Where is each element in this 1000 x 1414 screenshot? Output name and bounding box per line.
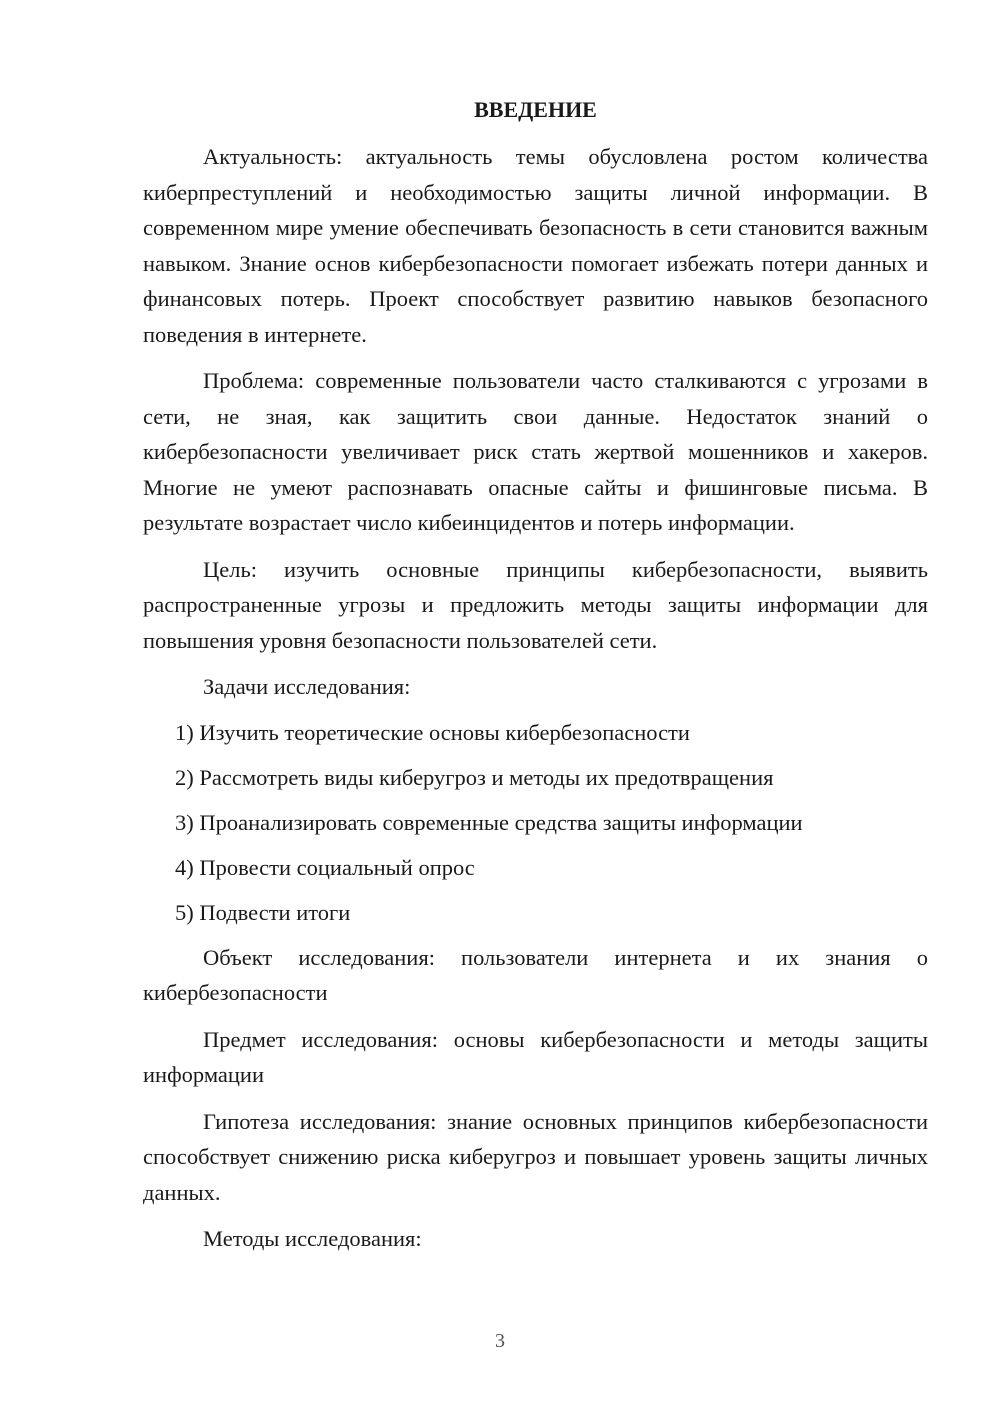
tasks-heading: Задачи исследования: (203, 674, 411, 699)
list-item: 2) Рассмотреть виды киберугроз и методы их предотвращения (175, 764, 774, 790)
tasks-list (143, 715, 928, 931)
list-item: 1) Изучить теоретические основы кибербезопасности (175, 719, 690, 745)
page-content (143, 93, 928, 1267)
list-item: 5) Подвести итоги (175, 899, 351, 925)
relevance-paragraph: Актуальность: актуальность темы обусловлена ростом количества киберпреступлений и необходимостью защиты личной информации. В современном мире умение обеспечивать безопасность в сети становится важным навыком. Знание основ кибербезопасности помогает избежать потери данных и финансовых потерь. Проект способствует развитию навыков безопасного поведения в интернете. (143, 144, 928, 347)
subject-paragraph: Предмет исследования: основы кибербезопасности и методы защиты информации (143, 1026, 928, 1087)
list-item: 4) Провести социальный опрос (175, 854, 475, 880)
methods-heading: Методы исследования: (203, 1226, 422, 1251)
object-paragraph: Объект исследования: пользователи интернета и их знания о кибербезопасности (143, 944, 928, 1005)
hypothesis-paragraph: Гипотеза исследования: знание основных принципов кибербезопасности способствует снижению риска киберугроз и повышает уровень защиты личных данных. (143, 1108, 928, 1205)
page-number: 3 (495, 1330, 505, 1352)
page-title: ВВЕДЕНИЕ (474, 97, 597, 122)
goal-paragraph: Цель: изучить основные принципы кибербезопасности, выявить распространенные угрозы и предложить методы защиты информации для повышения уровня безопасности пользователей сети. (143, 556, 928, 653)
problem-paragraph: Проблема: современные пользователи часто сталкиваются с угрозами в сети, не зная, как защитить свои данные. Недостаток знаний о кибербезопасности увеличивает риск стать жертвой мошенников и хакеров. Многие не умеют распознавать опасные сайты и фишинговые письма. В результате возрастает число кибеинцидентов и потерь информации. (143, 368, 928, 535)
list-item: 3) Проанализировать современные средства защиты информации (175, 809, 803, 835)
